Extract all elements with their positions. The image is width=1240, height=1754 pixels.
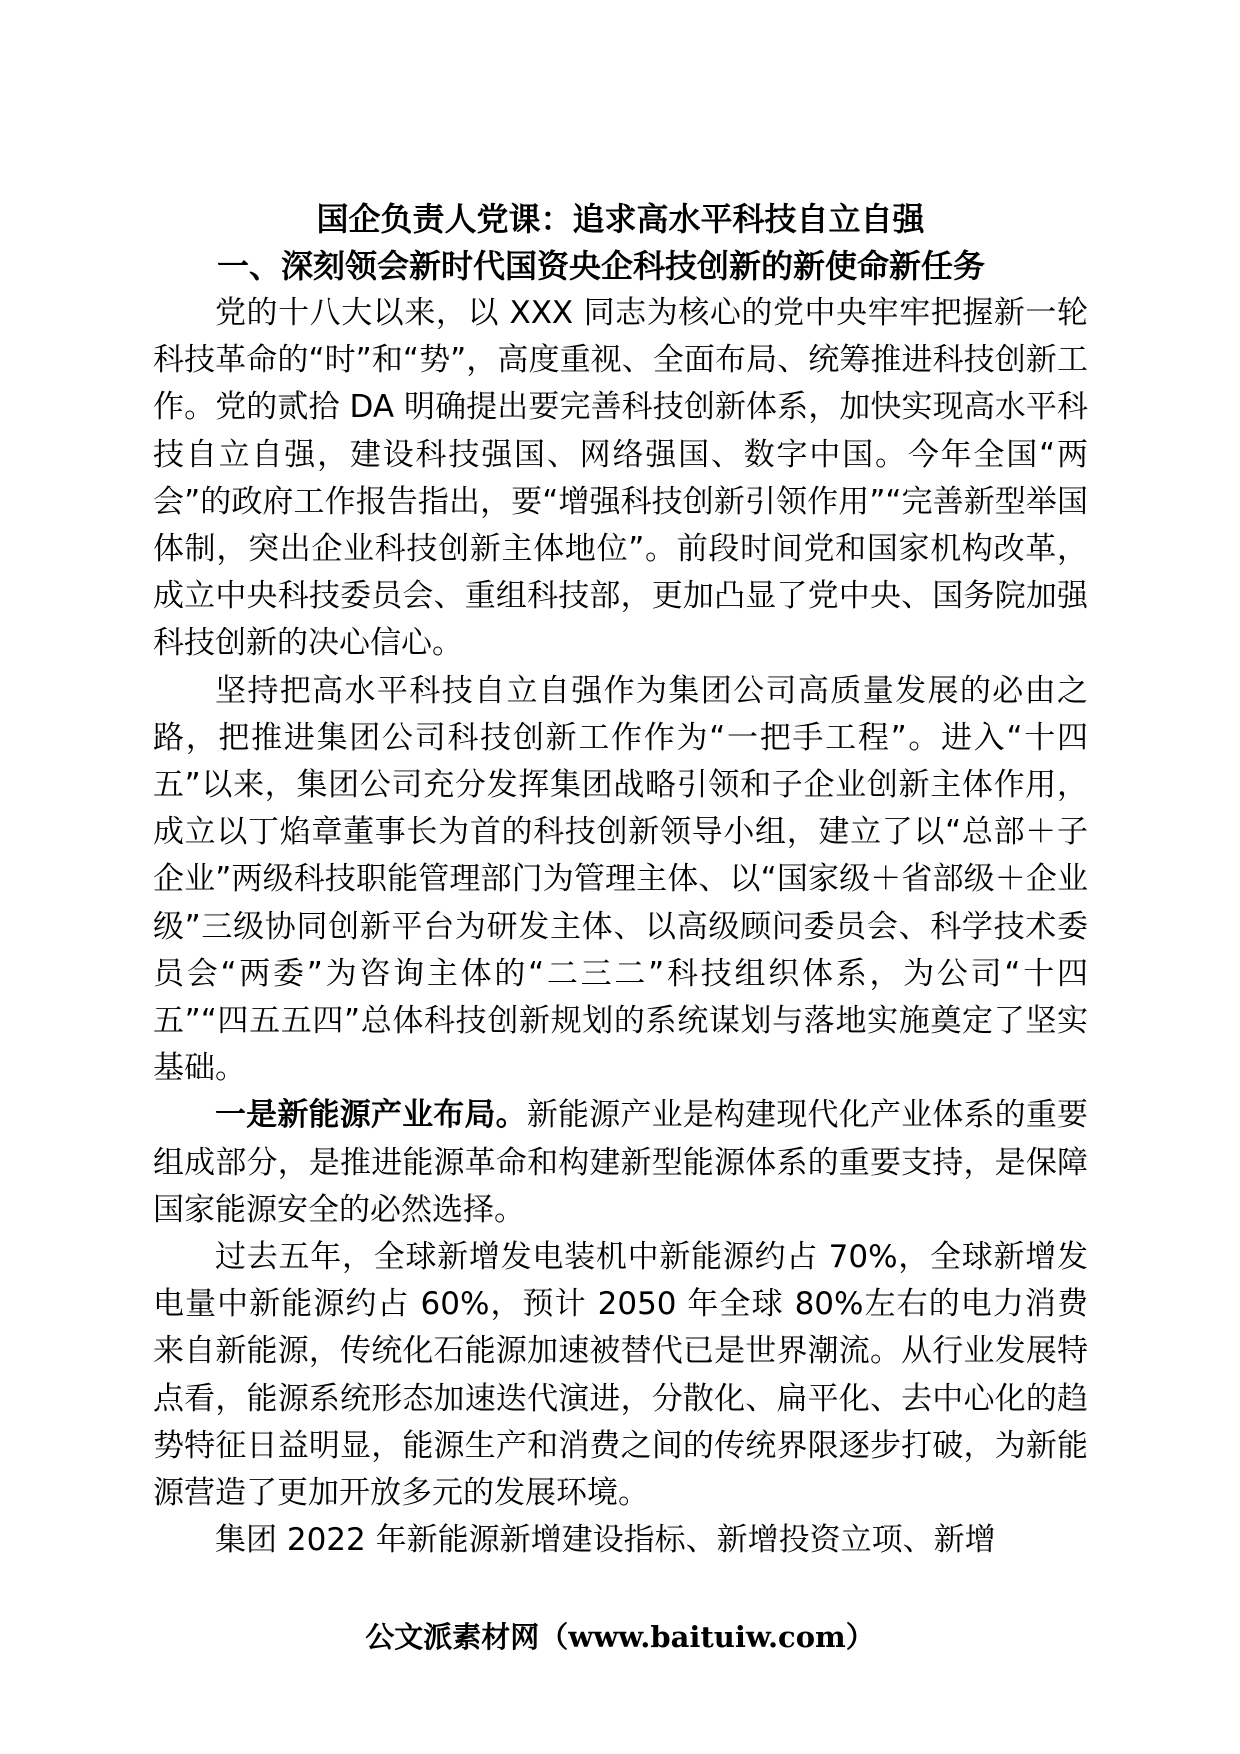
paragraph-lead: 一是新能源产业布局。 xyxy=(215,1097,527,1134)
paragraph-text: 坚持把高水平科技自立自强作为集团公司高质量发展的必由之路，把推进集团公司科技创新工作作为“一把手工程”。进入“十四五”以来，集团公司充分发挥集团战略引领和子企业创新主体作用，成立以丁焰章董事长为首的科技创新领导小组，建立了以“总部＋子企业”两级科技职能管理部门为管理主体、以“国家级＋省部级＋企业级”三级协同创新平台为研发主体、以高级顾问委员会、科学技术委员会“两委”为咨询主体的“二三二”科技组织体系，为公司“十四五”“四五五四”总体科技创新规划的系统谋划与落地实施奠定了坚实基础。 xyxy=(153,672,1088,1087)
paragraph-text: 过去五年，全球新增发电装机中新能源约占 70%，全球新增发电量中新能源约占 60%，预计 2050 年全球 80%左右的电力消费来自新能源，传统化石能源加速被替代已是世界潮流。从行业发展特点看，能源系统形态加速迭代演进，分散化、扁平化、去中心化的趋势特征日益明显，能源生产和消费之间的传统界限逐步打破，为新能源营造了更加开放多元的发展环境。 xyxy=(153,1239,1088,1512)
paragraph-3 xyxy=(153,1092,1088,1234)
paragraph-text: 新能源产业是构建现代化产业体系的重要组成部分，是推进能源革命和构建新型能源体系的重要支持，是保障国家能源安全的必然选择。 xyxy=(153,1097,1089,1228)
paragraph-4 xyxy=(153,1234,1088,1517)
paragraph-1 xyxy=(153,290,1088,668)
footer-watermark: 公文派素材网（www.baituiw.com） xyxy=(365,1620,875,1654)
document-title: 国企负责人党课：追求高水平科技自立自强 xyxy=(316,200,925,238)
paragraph-text: 党的十八大以来，以 XXX 同志为核心的党中央牢牢把握新一轮科技革命的“时”和“势”，高度重视、全面布局、统筹推进科技创新工作。党的贰拾 DA 明确提出要完善科技创新体系，加快实现高水平科技自立自强，建设科技强国、网络强国、数字中国。今年全国“两会”的政府工作报告指出，要“增强科技创新引领作用”“完善新型举国体制，突出企业科技创新主体地位”。前段时间党和国家机构改革，成立中央科技委员会、重组科技部，更加凸显了党中央、国务院加强科技创新的决心信心。 xyxy=(153,295,1088,662)
paragraph-5 xyxy=(153,1517,1088,1564)
paragraph-2 xyxy=(153,668,1088,1093)
section-heading: 一、深刻领会新时代国资央企科技创新的新使命新任务 xyxy=(217,247,986,285)
document-body xyxy=(153,196,1088,1564)
paragraph-text: 集团 2022 年新能源新增建设指标、新增投资立项、新增 xyxy=(215,1522,996,1559)
